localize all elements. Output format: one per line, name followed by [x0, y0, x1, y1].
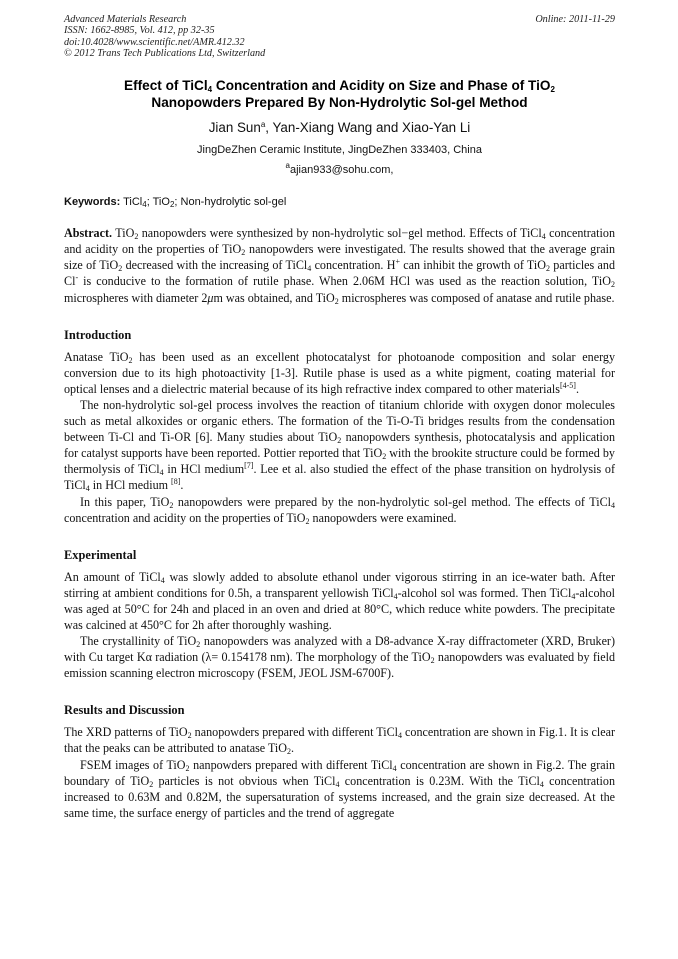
- journal-header: [64, 14, 615, 59]
- affiliation: JingDeZhen Ceramic Institute, JingDeZhen 333403, China: [197, 144, 482, 157]
- sub: 2: [546, 264, 550, 274]
- sub: 2: [305, 516, 310, 526]
- text: nanopowders were investigated. The results showed that the average grain size of TiO: [64, 242, 615, 273]
- sub: 2: [128, 355, 133, 365]
- text: with the brookite structure could be formed by thermolysis of TiCl: [64, 446, 615, 477]
- text: Anatase TiO: [64, 349, 129, 364]
- sub: 4: [398, 731, 403, 741]
- keywords: [64, 195, 615, 209]
- text: . Lee et al. also studied the effect of the phase transition on hydrolysis of TiCl: [64, 462, 616, 493]
- text: in HCl medium: [89, 478, 172, 493]
- author-name: Jian Sun: [208, 120, 261, 136]
- text: FSEM images of TiO: [80, 757, 186, 772]
- paragraph: [64, 569, 615, 633]
- section-heading-experimental: Experimental: [64, 547, 137, 562]
- text: .: [291, 741, 295, 756]
- sub: 2: [334, 296, 339, 306]
- author-list: [64, 119, 615, 137]
- text: nanopowders were examined.: [309, 510, 457, 525]
- text: concentration and acidity on the properties of TiO: [64, 226, 615, 257]
- paper-title: [64, 77, 615, 111]
- keyword: ; Non-hydrolytic sol-gel: [174, 196, 287, 209]
- keyword: TiCl: [120, 196, 143, 209]
- abstract: [64, 225, 615, 305]
- text: nanopowders were prepared by the non-hydrolytic sol-gel method. The effects of TiCl: [173, 494, 611, 509]
- sub: 2: [287, 747, 292, 757]
- paragraph: [64, 633, 615, 681]
- title-line-2: Nanopowders Prepared By Non-Hydrolytic Sol-gel Method: [151, 95, 528, 111]
- reference-sup: [7]: [244, 461, 254, 471]
- sub: 4: [160, 575, 165, 585]
- section-heading-results: Results and Discussion: [64, 703, 185, 718]
- text: .: [180, 478, 184, 493]
- copyright-line: © 2012 Trans Tech Publications Ltd, Switzerland: [64, 47, 266, 59]
- online-date: Online: 2011-11-29: [535, 14, 615, 25]
- text: nanpowders prepared with different TiCl: [189, 757, 393, 772]
- email-sup: a: [285, 161, 290, 171]
- results-body: [64, 724, 615, 821]
- text: in HCl medium: [163, 462, 245, 477]
- text: decreased with the increasing of TiCl: [122, 258, 308, 273]
- keyword-sub: 2: [169, 200, 175, 210]
- sup: -: [75, 273, 79, 283]
- keyword-sub: 4: [142, 200, 147, 210]
- text: has been used as an excellent photocatalyst for photoanode composition and solar energy conversion due to its high photoactivity [1-3]. Rutile phase is used as a white pigment, coating material for optical lenses and a dielectric material because of its high refractive index compared to other materials: [64, 349, 615, 396]
- text: TiO: [112, 226, 135, 241]
- sub: 4: [159, 468, 164, 478]
- introduction-body: [64, 349, 615, 526]
- sub: 4: [392, 763, 397, 773]
- text: was slowly added to absolute ethanol under vigorous stirring in an ice-water bath. After stirring at ambient conditions for 0.5h, a transparent yellowish TiCl: [64, 569, 615, 600]
- text: .: [575, 381, 579, 396]
- reference-sup: [8]: [171, 477, 181, 487]
- sub: 4: [539, 779, 544, 789]
- reference-sup: [4-5]: [559, 380, 576, 390]
- mu-symbol: μ: [207, 290, 214, 305]
- sub: 2: [169, 500, 174, 510]
- title-part: Concentration and Acidity on Size and Phase of TiO: [212, 78, 551, 94]
- paragraph: [64, 724, 615, 756]
- text: microspheres was composed of anatase and rutile phase.: [338, 290, 615, 305]
- sub: 2: [149, 779, 154, 789]
- paragraph: [64, 397, 615, 494]
- sub: 2: [382, 452, 387, 462]
- paragraph: [64, 349, 615, 397]
- text: is conducive to the formation of rutile phase. When 2.06M HCl was used as the reaction solution, TiO: [78, 274, 611, 289]
- email-line: [64, 163, 615, 177]
- abstract-label: Abstract.: [64, 226, 113, 241]
- sub: 4: [85, 484, 90, 494]
- text: can inhibit the growth of TiO: [399, 258, 546, 273]
- text: concentration. H: [311, 258, 396, 273]
- text: nanopowders prepared with different TiCl: [191, 725, 399, 740]
- text: nanopowders was evaluated by field emission scanning electron microscopy (FSEM, JEOL JSM-6700F).: [64, 650, 615, 681]
- doi-line: doi:10.4028/www.scientific.net/AMR.412.32: [64, 36, 245, 48]
- text: concentration increased to 0.63M and 0.82M, the supersaturation of systems increased, and the grain size decreased. At the same time, the surface energy of particles and the trend of aggregate: [64, 773, 615, 820]
- sub: 2: [337, 436, 342, 446]
- sub: 4: [393, 591, 398, 601]
- text: particles and Cl: [64, 258, 616, 289]
- section-heading-introduction: Introduction: [64, 327, 132, 342]
- text: concentration are shown in Fig.2. The grain boundary of TiO: [64, 757, 615, 788]
- sub: 2: [430, 656, 435, 666]
- keyword: ; TiO: [146, 196, 170, 209]
- text: nanopowders were synthesized by non-hydrolytic sol−gel method. Effects of TiCl: [138, 226, 542, 241]
- paper-page: [64, 14, 615, 821]
- text: m was obtained, and TiO: [213, 290, 335, 305]
- text: particles is not obvious when TiCl: [153, 773, 336, 788]
- sub: 4: [307, 264, 312, 274]
- text: The XRD patterns of TiO: [64, 725, 188, 740]
- sub: 4: [541, 232, 546, 242]
- title-sub: 2: [550, 85, 555, 95]
- text: concentration and acidity on the properties of TiO: [64, 510, 306, 525]
- issn-line: ISSN: 1662-8985, Vol. 412, pp 32-35: [64, 25, 215, 37]
- sup: +: [395, 257, 400, 267]
- text: concentration are shown in Fig.1. It is clear that the peaks can be attributed to anatase TiO: [64, 725, 615, 756]
- journal-name: Advanced Materials Research: [64, 14, 187, 25]
- sub: 2: [196, 640, 201, 650]
- text: -alcohol sol was formed. Then TiCl: [397, 585, 572, 600]
- text: An amount of TiCl: [64, 569, 161, 584]
- author-names: , Yan-Xiang Wang and Xiao-Yan Li: [265, 120, 471, 136]
- text: nanopowders was analyzed with a D8-advance X-ray diffractometer (XRD, Bruker) with Cu target Kα radiation (λ= 0.154178 nm). The morphology of the TiO: [64, 634, 615, 665]
- author-sup: a: [260, 120, 266, 130]
- text: microspheres with diameter 2: [64, 290, 208, 305]
- text: The crystallinity of TiO: [80, 634, 197, 649]
- text: nanopowders synthesis, photocatalysis and application for catalyst supports have been reported. Pottier reported that TiO: [64, 430, 615, 461]
- sub: 2: [187, 731, 192, 741]
- paragraph: [64, 757, 615, 821]
- sub: 2: [118, 264, 123, 274]
- keywords-label: Keywords:: [64, 196, 121, 209]
- text: -alcohol was aged at 50°C for 24h and placed in an oven and dried at 80°C, which reduce white powders. The precipitate was calcined at 450°C for 2h after thoroughly washing.: [64, 585, 615, 632]
- sub: 2: [611, 280, 615, 290]
- title-sub: 4: [207, 85, 213, 95]
- paragraph: [64, 494, 615, 526]
- sub: 4: [611, 500, 615, 510]
- sub: 2: [134, 232, 139, 242]
- text: concentration is 0.23M. With the TiCl: [339, 773, 540, 788]
- text: The non-hydrolytic sol-gel process involves the reaction of titanium chloride with oxygen donor molecules such as metal alkoxides or organic ethers. The formation of the Ti-O-Ti bridges results from the condensation between Ti-Cl and Ti-OR [6]. Many studies about TiO: [64, 397, 615, 445]
- experimental-body: [64, 569, 615, 682]
- text: In this paper, TiO: [80, 494, 170, 509]
- sub: 4: [335, 779, 340, 789]
- sub: 2: [185, 763, 190, 773]
- sub: 2: [241, 248, 246, 258]
- sub: 4: [571, 591, 576, 601]
- email-address[interactable]: ajian933@sohu.com,: [289, 164, 394, 177]
- title-part: Effect of TiCl: [124, 78, 208, 94]
